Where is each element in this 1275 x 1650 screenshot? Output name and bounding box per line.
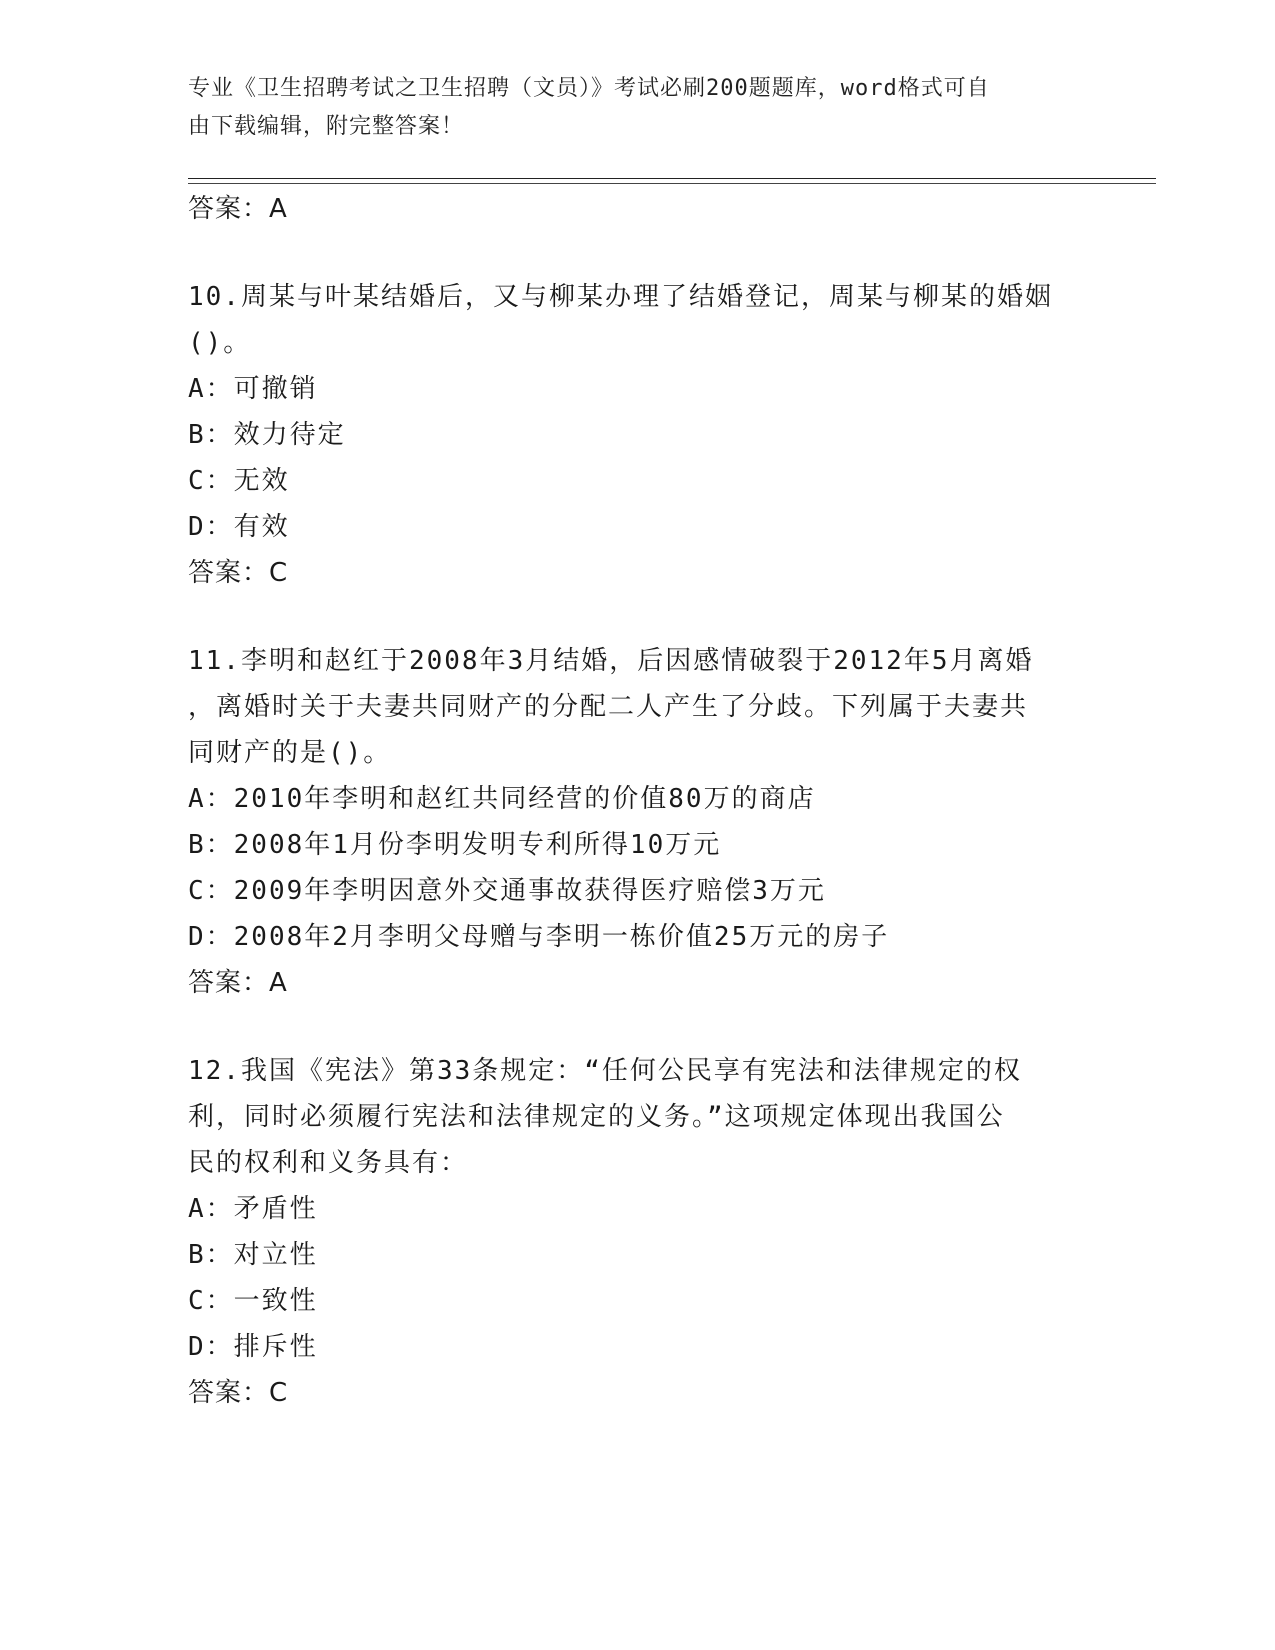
spacer <box>188 1006 1088 1048</box>
option-d: D：2008年2月李明父母赠与李明一栋价值25万元的房子 <box>188 922 890 952</box>
spacer <box>188 596 1088 638</box>
header-line-2: 由下载编辑，附完整答案！ <box>188 114 465 139</box>
question-stem-line: 利，同时必须履行宪法和法律规定的义务。”这项规定体现出我国公 <box>188 1102 1005 1132</box>
option-d: D：排斥性 <box>188 1332 318 1362</box>
answer-label: 答案：C <box>188 1378 289 1408</box>
question-stem-line: 11.李明和赵红于2008年3月结婚，后因感情破裂于2012年5月离婚 <box>188 646 1034 676</box>
spacer <box>188 232 1088 274</box>
question-list <box>188 186 1088 1416</box>
option-d: D：有效 <box>188 512 290 542</box>
answer-label: 答案：C <box>188 558 289 588</box>
question-stem-line: 民的权利和义务具有： <box>188 1148 469 1178</box>
option-c: C：一致性 <box>188 1286 318 1316</box>
document-header <box>188 70 1068 146</box>
option-c: C：无效 <box>188 466 290 496</box>
option-a: A：矛盾性 <box>188 1194 318 1224</box>
question-stem-line: 12.我国《宪法》第33条规定：“任何公民享有宪法和法律规定的权 <box>188 1056 1022 1086</box>
question-10 <box>188 274 1088 596</box>
header-line-1: 专业《卫生招聘考试之卫生招聘（文员）》考试必刷200题题库，word格式可自 <box>188 76 990 101</box>
question-stem-line: 同财产的是()。 <box>188 738 392 768</box>
question-stem-line: ，离婚时关于夫妻共同财产的分配二人产生了分歧。下列属于夫妻共 <box>188 692 1029 722</box>
option-c: C：2009年李明因意外交通事故获得医疗赔偿3万元 <box>188 876 826 906</box>
question-stem-line: ()。 <box>188 328 252 358</box>
header-divider-thick <box>188 178 1156 179</box>
option-b: B：效力待定 <box>188 420 346 450</box>
option-a: A：2010年李明和赵红共同经营的价值80万的商店 <box>188 784 816 814</box>
previous-answer: 答案：A <box>188 194 288 224</box>
question-stem-line: 10.周某与叶某结婚后，又与柳某办理了结婚登记，周某与柳某的婚姻 <box>188 282 1053 312</box>
option-b: B：对立性 <box>188 1240 318 1270</box>
option-a: A：可撤销 <box>188 374 318 404</box>
question-12 <box>188 1048 1088 1416</box>
header-divider-thin <box>188 183 1156 184</box>
question-11 <box>188 638 1088 1006</box>
answer-label: 答案：A <box>188 968 288 998</box>
option-b: B：2008年1月份李明发明专利所得10万元 <box>188 830 722 860</box>
